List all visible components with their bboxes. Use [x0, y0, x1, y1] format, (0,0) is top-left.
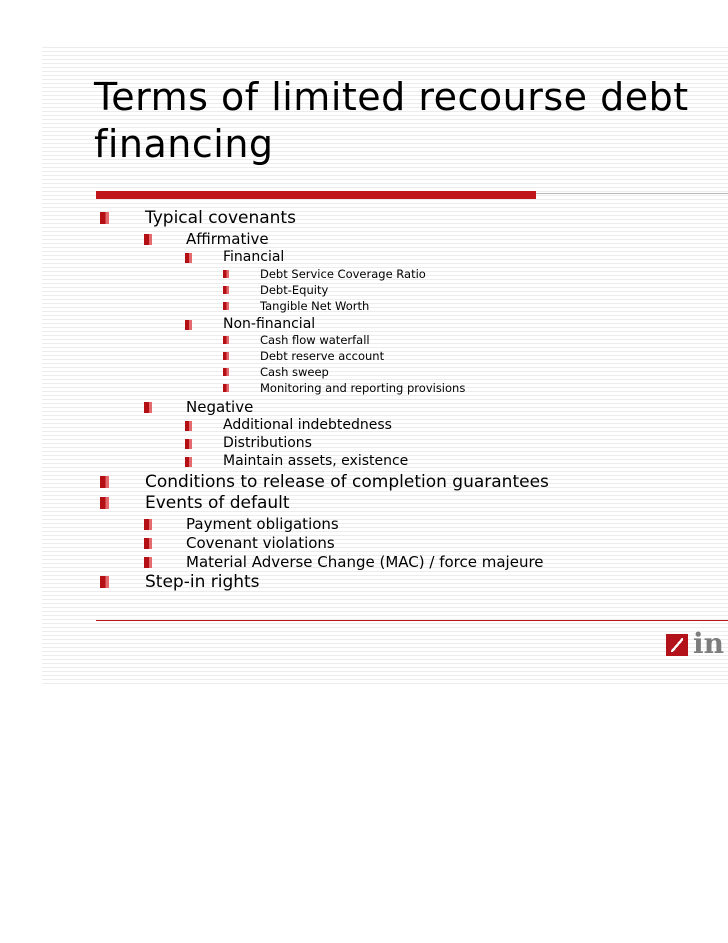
list-item — [186, 398, 253, 416]
logo-text: in — [693, 627, 724, 660]
square-bullet-icon — [144, 234, 152, 245]
list-item — [145, 472, 549, 492]
square-bullet-icon — [100, 476, 109, 488]
list-item — [223, 316, 315, 333]
list-item — [260, 299, 369, 313]
list-item — [145, 572, 260, 592]
square-bullet-icon — [185, 253, 192, 263]
square-bullet-icon — [223, 270, 229, 278]
list-item-text: Debt Service Coverage Ratio — [260, 267, 426, 281]
list-item-text: Step-in rights — [145, 572, 260, 592]
square-bullet-icon — [144, 538, 152, 549]
square-bullet-icon — [185, 457, 192, 467]
square-bullet-icon — [185, 320, 192, 330]
list-item-text: Events of default — [145, 493, 290, 513]
list-item-text: Distributions — [223, 435, 312, 451]
title-line-2: financing — [94, 122, 274, 166]
title-underline-rule — [536, 193, 728, 194]
square-bullet-icon — [223, 352, 229, 360]
list-item — [260, 349, 384, 363]
square-bullet-icon — [185, 439, 192, 449]
list-item-text: Tangible Net Worth — [260, 299, 370, 313]
slide — [42, 44, 728, 684]
square-bullet-icon — [223, 384, 229, 392]
footer-rule — [96, 620, 728, 621]
list-item-text: Payment obligations — [186, 515, 339, 533]
list-item-text: Non-financial — [223, 316, 316, 332]
list-item-text: Conditions to release of completion guarantees — [145, 472, 549, 492]
list-item-text: Additional indebtedness — [223, 417, 392, 433]
square-bullet-icon — [100, 497, 109, 509]
square-bullet-icon — [185, 421, 192, 431]
list-item — [260, 333, 370, 347]
square-bullet-icon — [144, 557, 152, 568]
slide-title — [94, 74, 689, 168]
list-item — [186, 230, 269, 248]
list-item — [186, 534, 335, 552]
square-bullet-icon — [223, 336, 229, 344]
square-bullet-icon — [223, 368, 229, 376]
list-item-text: Cash sweep — [260, 365, 329, 379]
list-item-text: Affirmative — [186, 230, 269, 248]
square-bullet-icon — [144, 402, 152, 413]
square-bullet-icon — [144, 519, 152, 530]
list-item-text: Debt-Equity — [260, 283, 329, 297]
list-item — [145, 208, 296, 228]
list-item-text: Cash flow waterfall — [260, 333, 370, 347]
list-item — [223, 249, 284, 266]
list-item-text: Debt reserve account — [260, 349, 385, 363]
list-item — [145, 493, 290, 513]
list-item — [223, 453, 408, 470]
company-logo — [666, 627, 728, 662]
list-item — [260, 381, 465, 395]
title-line-1: Terms of limited recourse debt — [94, 75, 689, 119]
square-bullet-icon — [100, 212, 109, 224]
square-bullet-icon — [100, 576, 109, 588]
list-item — [260, 267, 426, 281]
list-item — [260, 365, 329, 379]
title-underline-bar — [96, 191, 536, 199]
list-item-text: Covenant violations — [186, 534, 335, 552]
square-bullet-icon — [223, 302, 229, 310]
list-item — [223, 435, 312, 452]
logo-mark-icon — [666, 634, 688, 656]
square-bullet-icon — [223, 286, 229, 294]
list-item-text: Financial — [223, 249, 285, 265]
list-item-text: Maintain assets, existence — [223, 453, 409, 469]
list-item-text: Material Adverse Change (MAC) / force majeure — [186, 553, 544, 571]
list-item-text: Typical covenants — [145, 208, 296, 228]
list-item — [223, 417, 392, 434]
list-item — [186, 553, 544, 571]
list-item-text: Negative — [186, 398, 254, 416]
list-item — [260, 283, 328, 297]
list-item — [186, 515, 339, 533]
list-item-text: Monitoring and reporting provisions — [260, 381, 466, 395]
